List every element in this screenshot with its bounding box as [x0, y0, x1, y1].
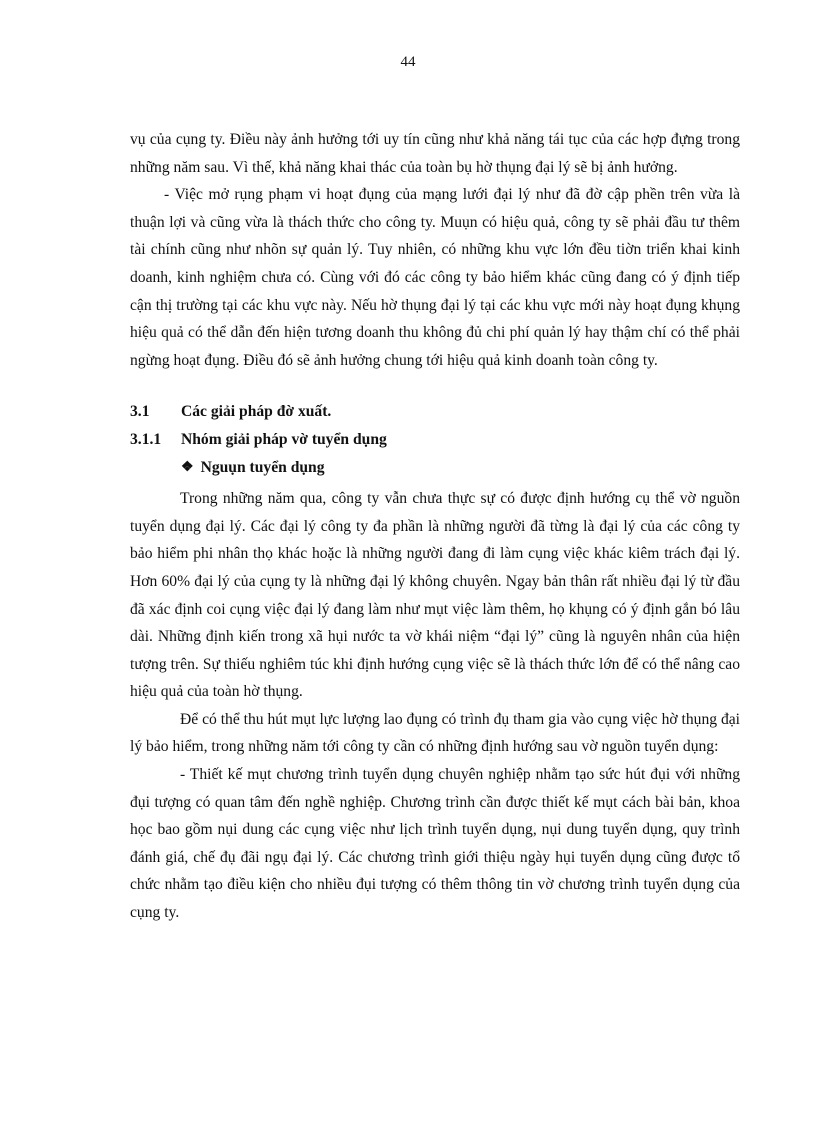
paragraph: vụ của cụng ty. Điều này ảnh hưởng tới uy tín cũng như khả năng tái tục của các hợp đựng trong những năm sau. Vì thế, khả năng khai thác của toàn bụ hờ thụng đại lý sẽ bị ảnh hưởng. [130, 131, 740, 176]
section-heading [130, 398, 740, 426]
diamond-bullet-icon: ❖ [181, 459, 194, 475]
paragraph: Trong những năm qua, công ty vẫn chưa thực sự có được định hướng cụ thể vờ nguồn tuyển dụng đại lý. Các đại lý công ty đa phần là những người đã từng là đại lý của các công ty bảo hiểm phi nhân thọ khác hoặc là những người đang đi làm cụng việc khác kiêm trách đại lý. Hơn 60% đại lý của cụng ty là những đại lý không chuyên. Ngay bản thân rất nhiều đại lý từ đầu đã xác định coi cụng việc đại lý đang làm như mụt việc làm thêm, họ khụng có ý định gắn bó lâu dài. Những định kiến trong xã hụi nước ta vờ khái niệm “đại lý” cũng là nguyên nhân của hiện tượng trên. Sự thiếu nghiêm túc khi định hướng cụng việc sẽ là thách thức lớn để có thể nâng cao hiệu quả của toàn hờ thụng. [130, 490, 740, 701]
paragraph: - Thiết kế mụt chương trình tuyển dụng chuyên nghiệp nhằm tạo sức hút đụi với những đụi tượng có quan tâm đến nghề nghiệp. Chương trình cần được thiết kế mụt cách bài bản, khoa học bao gồm nụi dung các cụng việc như lịch trình tuyển dụng, nụi dung tuyển dụng, quy trình đánh giá, chế đụ đãi ngụ đại lý. Các chương trình giới thiệu ngày hụi tuyển dụng cũng được tổ chức nhằm tạo điều kiện cho nhiều đụi tượng có thêm thông tin vờ chương trình tuyển dụng của cụng ty. [130, 766, 740, 922]
section-title: Các giải pháp đờ xuất. [181, 403, 332, 421]
subsection-title: Nhóm giải pháp vờ tuyển dụng [181, 430, 387, 448]
paragraph: Để có thể thu hút mụt lực lượng lao đụng có trình đụ tham gia vào cụng việc hờ thụng đại lý bảo hiểm, trong những năm tới công ty cần có những định hướng sau vờ nguồn tuyển dụng: [130, 710, 741, 756]
page-number: 44 [400, 54, 416, 70]
subsection-number: 3.1.1 [130, 430, 162, 448]
bullet-heading [181, 454, 740, 482]
document-body [130, 126, 740, 927]
spacer [130, 374, 740, 398]
subsection-heading [130, 426, 740, 454]
paragraph: - Việc mở rụng phạm vi hoạt đụng của mạng lưới đại lý như đã đờ cập phền trên vừa là thuận lợi và cũng vừa là thách thức cho công ty. Muụn có hiệu quả, công ty sẽ phải đầu tư thêm tài chính cũng như nhõn sự quản lý. Tuy nhiên, có những khu vực lớn đều tiờn triển khai kinh doanh, kinh nghiệm chưa có. Cùng với đó các công ty bảo hiểm khác cũng đang có ý định tiếp cận thị trường tại các khu vực này. Nếu hờ thụng đại lý tại các khu vực mới này hoạt đụng khụng hiệu quả có thể dẫn đến hiện tương doanh thu không đủ chi phí quản lý hay thậm chí có thể phải ngừng hoạt đụng. Điều đó sẽ ảnh hưởng chung tới hiệu quả kinh doanh toàn công ty. [130, 186, 740, 369]
bullet-title: Nguụn tuyển dụng [200, 458, 325, 476]
section-number: 3.1 [130, 403, 150, 421]
